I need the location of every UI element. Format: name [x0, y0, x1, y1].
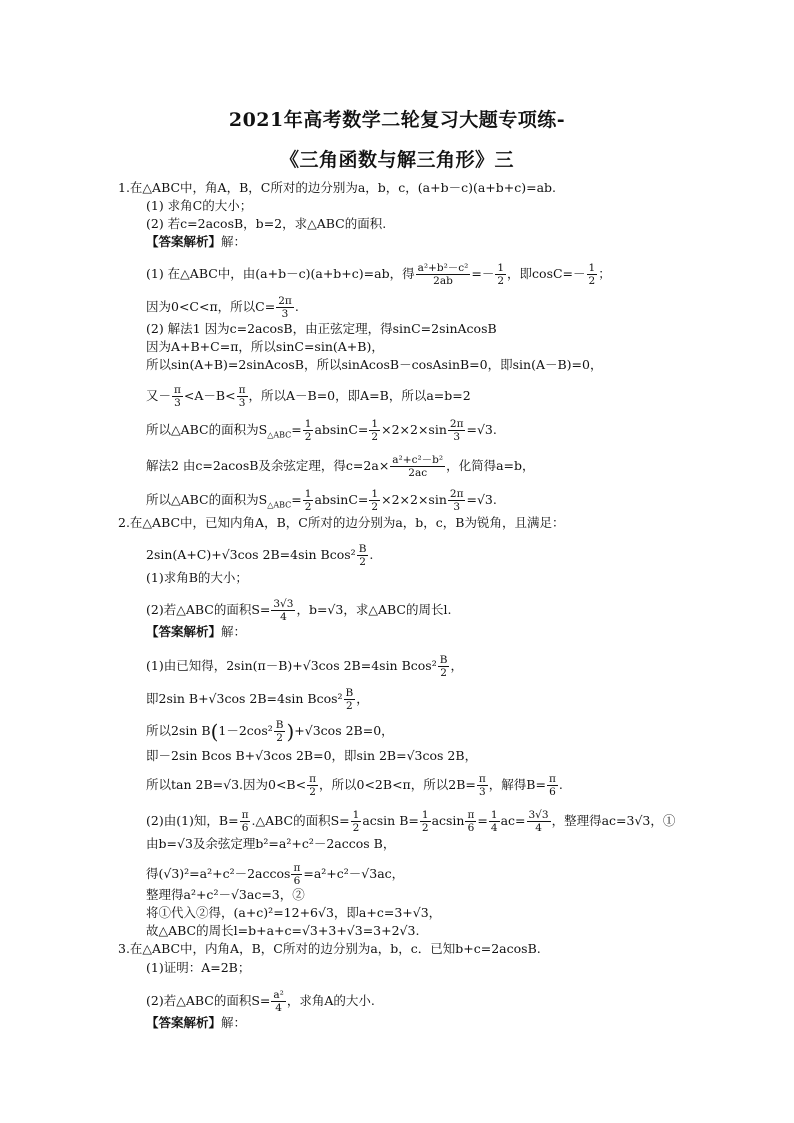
denominator: 2 [440, 667, 447, 679]
text: acsin [431, 813, 465, 828]
fraction [489, 809, 500, 834]
fraction [291, 862, 302, 887]
denominator: 2 [359, 556, 366, 568]
q3-part2 [146, 989, 375, 1014]
numerator: B [358, 543, 367, 555]
denominator: 6 [549, 786, 556, 798]
denominator: 4 [535, 822, 542, 834]
denominator: 2 [497, 275, 505, 287]
q1-sol1-line1: (2) 解法1 因为c=2acosB，由正弦定理，得sinC=2sinAcosB [146, 321, 497, 336]
numerator: 2π [449, 418, 464, 430]
fraction [465, 809, 476, 834]
fraction [240, 809, 251, 834]
q2-ans2-line2: 由b=√3及余弦定理b²=a²+c²－2accos B， [146, 836, 396, 851]
q2-ans2-line1 [146, 809, 675, 834]
text: 所以△ABC的面积为S [146, 422, 268, 437]
numerator: 1 [490, 809, 498, 821]
denominator: 4 [490, 822, 498, 834]
document-title-line2: 《三角函数与解三角形》三 [279, 149, 514, 171]
numerator: 1 [421, 809, 429, 821]
numerator: π [548, 773, 556, 785]
text: =√3. [466, 492, 497, 507]
q1-sol1-line3: 所以sin(A+B)=2sinAcosB，所以sinAcosB－cosAsinB=0，即sin(A－B)=0， [146, 357, 603, 372]
denominator: 2 [371, 501, 379, 513]
text: =√3. [466, 422, 497, 437]
text: =a²+c²－√3ac， [303, 866, 405, 881]
numerator: 1 [588, 262, 596, 274]
denominator: 2 [309, 786, 316, 798]
fraction [237, 384, 248, 409]
fraction [547, 773, 558, 798]
numerator: B [345, 687, 354, 699]
denominator: 4 [280, 611, 287, 623]
q2-stem: 2.在△ABC中，已知内角A，B，C所对的边分别为a，b，c，B为锐角，且满足： [118, 515, 565, 530]
text: 所以tan 2B=√3.因为0<B< [146, 777, 307, 792]
answer-tag-suffix: 解： [221, 624, 247, 639]
denominator: 3 [174, 397, 181, 409]
text: absinC= [314, 492, 369, 507]
numerator: 1 [304, 488, 312, 500]
answer-tag: 【答案解析】 [146, 1015, 222, 1030]
q2-part1: (1)求角B的大小； [146, 570, 248, 585]
subscript: △ABC [267, 430, 292, 440]
text: ac= [500, 813, 526, 828]
denominator: 2ab [433, 275, 453, 287]
fraction [495, 262, 506, 287]
fraction [303, 418, 314, 443]
fraction [271, 598, 295, 623]
text: 得(√3)²=a²+c²－2accos [146, 866, 291, 881]
q1-part1: (1) 求角C的大小； [146, 198, 253, 213]
q1-stem: 1.在△ABC中，角A，B，C所对的边分别为a，b，c，(a+b－c)(a+b+c)=ab. [118, 180, 557, 195]
q1-ans1-line [146, 262, 611, 287]
numerator: B [275, 719, 284, 731]
numerator: π [478, 773, 486, 785]
denominator: 6 [467, 822, 475, 834]
q2-ans1-line2 [146, 687, 369, 712]
denominator: 4 [275, 1002, 282, 1014]
numerator: π [293, 862, 301, 874]
left-paren: ( [210, 719, 219, 744]
text: 又－ [146, 388, 172, 403]
answer-tag: 【答案解析】 [146, 624, 222, 639]
numerator: π [174, 384, 181, 396]
numerator: π [238, 384, 246, 396]
numerator: 1 [352, 809, 360, 821]
numerator: 1 [371, 418, 379, 430]
answer-tag-suffix: 解： [221, 234, 247, 249]
fraction [274, 719, 286, 744]
text: (2)由(1)知，B= [146, 813, 239, 828]
q1-ans1b-end: . [294, 299, 299, 314]
fraction [303, 488, 314, 513]
numerator: π [241, 809, 249, 821]
text: = [291, 492, 302, 507]
denominator: 3 [281, 308, 289, 320]
numerator: π [309, 773, 316, 785]
denominator: 2 [421, 822, 429, 834]
numerator: a² [273, 989, 284, 1001]
fraction [448, 488, 466, 513]
q1-ans1-text: (1) 在△ABC中，由(a+b－c)(a+b+c)=ab，得 [146, 266, 415, 281]
fraction [172, 384, 183, 409]
fraction [416, 262, 471, 287]
q3-answer-heading [146, 1015, 246, 1031]
text: .△ABC的面积S= [251, 813, 350, 828]
text: 所以△ABC的面积为S [146, 492, 268, 507]
text: 解法2 由c=2acosB及余弦定理，得c=2a× [146, 458, 390, 473]
text: 即2sin B+√3cos 2B=4sin Bcos² [146, 691, 343, 706]
denominator: 2 [346, 700, 353, 712]
q2-part2 [146, 598, 451, 623]
q2-ans1-line3 [146, 719, 394, 744]
q1-ans1-mid: =－ [471, 266, 495, 281]
numerator: 3√3 [528, 809, 549, 821]
denominator: 2 [371, 431, 379, 443]
q1-ans1-post: ，即cosC=－ [507, 266, 586, 281]
q1-sol2-area [146, 488, 497, 514]
fraction [420, 809, 431, 834]
q1-sol1-line4 [146, 384, 471, 409]
fraction [448, 418, 466, 443]
text: ，化简得a=b， [446, 458, 535, 473]
fraction [438, 654, 450, 679]
text: ， [356, 691, 369, 706]
q1-ans1b-text: 因为0<C<π，所以C= [146, 299, 276, 314]
numerator: 3√3 [273, 598, 294, 610]
text: ，求角A的大小. [286, 993, 375, 1008]
fraction [390, 454, 445, 479]
denominator: 2 [352, 822, 360, 834]
q1-sol2-line [146, 454, 535, 479]
q3-part1: (1)证明：A=2B； [146, 960, 251, 975]
numerator: 2π [449, 488, 464, 500]
denominator: 2 [276, 732, 283, 744]
numerator: 1 [497, 262, 505, 274]
q2-equation [146, 543, 373, 568]
denominator: 2ac [408, 467, 428, 479]
fraction [369, 418, 380, 443]
text: ， [450, 658, 463, 673]
text: <A－B< [183, 388, 236, 403]
numerator: 2π [278, 295, 292, 307]
text: absinC= [314, 422, 369, 437]
q1-ans1-end: ； [598, 266, 611, 281]
fraction [271, 989, 285, 1014]
answer-tag: 【答案解析】 [146, 234, 222, 249]
q2-ans2-line5: 将①代入②得，(a+c)²=12+6√3，即a+c=3+√3， [146, 905, 442, 920]
fraction [587, 262, 598, 287]
numerator: 1 [304, 418, 312, 430]
q2-ans1-line5 [146, 773, 563, 798]
q3-stem: 3.在△ABC中，内角A，B，C所对的边分别为a，b，c．已知b+c=2acosB. [118, 941, 541, 956]
fraction [307, 773, 318, 798]
denominator: 2 [588, 275, 596, 287]
text: = [291, 422, 302, 437]
fraction [477, 773, 488, 798]
fraction [351, 809, 362, 834]
text: (2)若△ABC的面积S= [146, 602, 271, 617]
text: ×2×2×sin [381, 492, 447, 507]
q2-ans1-line4: 即－2sin Bcos B+√3cos 2B=0，即sin 2B=√3cos 2B， [146, 748, 478, 763]
q1-sol1-line2: 因为A+B+C=π，所以sinC=sin(A+B)， [146, 339, 384, 354]
subscript: △ABC [267, 500, 292, 510]
text: . [558, 777, 563, 792]
q2-ans2-line6: 故△ABC的周长l=b+a+c=√3+3+√3=3+2√3. [146, 923, 420, 938]
text: (1)由已知得，2sin(π－B)+√3cos 2B=4sin Bcos² [146, 658, 437, 673]
text: ，所以0<2B<π，所以2B= [319, 777, 476, 792]
fraction [527, 809, 551, 834]
text: (2)若△ABC的面积S= [146, 993, 271, 1008]
q1-ans1-line2 [146, 295, 299, 320]
denominator: 6 [241, 822, 249, 834]
q2-ans2-line3 [146, 862, 404, 887]
text: 1－2cos² [218, 723, 273, 738]
text: = [477, 813, 488, 828]
denominator: 3 [238, 397, 246, 409]
numerator: π [467, 809, 475, 821]
text: ，b=√3，求△ABC的周长l. [296, 602, 452, 617]
text: 所以2sin B [146, 723, 211, 738]
text: acsin B= [362, 813, 419, 828]
answer-tag-suffix: 解： [221, 1015, 247, 1030]
denominator: 3 [453, 501, 461, 513]
fraction [357, 543, 369, 568]
fraction [344, 687, 356, 712]
text: +√3cos 2B=0， [294, 723, 394, 738]
right-paren: ) [286, 719, 295, 744]
denominator: 2 [304, 501, 312, 513]
q1-sol1-area [146, 418, 497, 444]
denominator: 2 [304, 431, 312, 443]
numerator: a²+b²－c² [417, 262, 469, 274]
numerator: a²+c²－b² [392, 454, 444, 466]
q2-ans1-line1 [146, 654, 463, 679]
fraction [369, 488, 380, 513]
q2-ans2-line4: 整理得a²+c²－√3ac=3，② [146, 887, 305, 902]
text: ，解得B= [488, 777, 546, 792]
document-title-line1: 2021年高考数学二轮复习大题专项练- [228, 109, 566, 131]
text: . [369, 547, 374, 562]
denominator: 6 [293, 875, 301, 887]
numerator: B [439, 654, 448, 666]
q2-answer-heading [146, 624, 246, 640]
text: ×2×2×sin [381, 422, 447, 437]
numerator: 1 [371, 488, 379, 500]
text: ，整理得ac=3√3，① [551, 813, 676, 828]
text: ，所以A－B=0，即A=B，所以a=b=2 [248, 388, 471, 403]
denominator: 3 [478, 786, 486, 798]
q1-answer-heading [146, 234, 246, 250]
q1-part2: (2) 若c=2acosB，b=2，求△ABC的面积. [146, 216, 387, 231]
fraction [276, 295, 294, 320]
text: 2sin(A+C)+√3cos 2B=4sin Bcos² [146, 547, 356, 562]
denominator: 3 [453, 431, 461, 443]
